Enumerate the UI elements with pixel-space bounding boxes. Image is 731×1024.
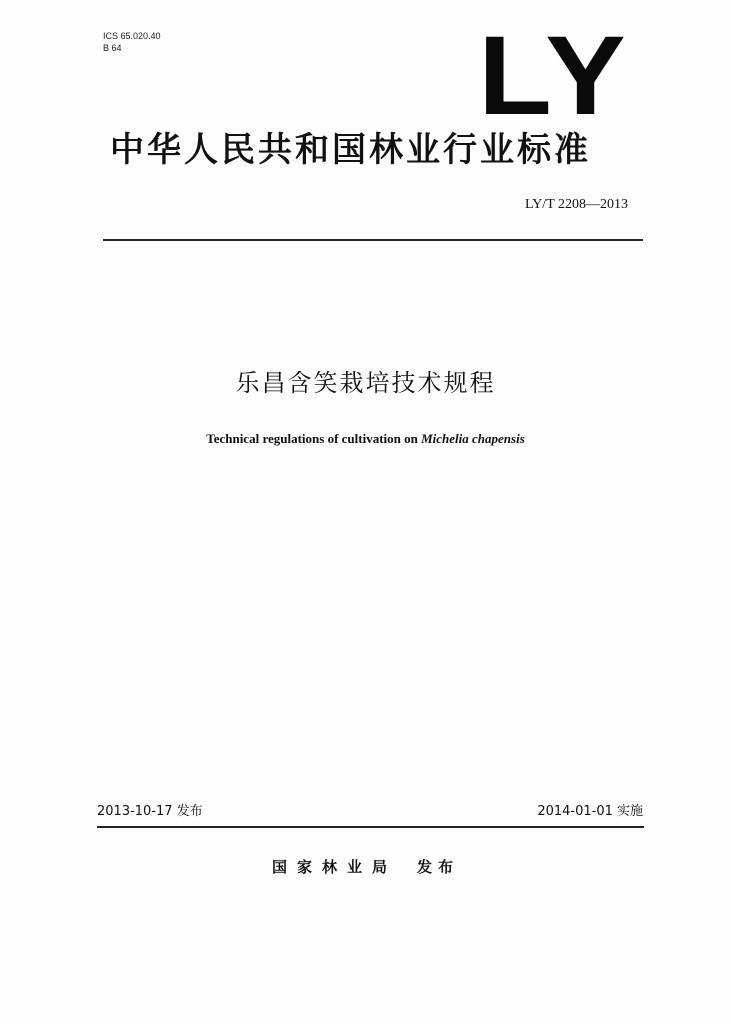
document-title-cn: 乐昌含笑栽培技术规程 [235,369,496,397]
issuer-line [0,856,731,878]
implementation-date: 2014-01-01 实施 [537,804,643,819]
title-en-prefix: Technical regulations of cultivation on [206,431,422,446]
standard-code: LY/T 2208—2013 [525,197,628,212]
top-divider [103,239,643,241]
species-name: Michelia chapensis [421,431,525,446]
issue-verb: 发布 [417,858,460,876]
ics-code: ICS 65.020.40 [103,31,161,41]
document-title-en [0,430,731,448]
standard-logo: LY [478,13,631,138]
bottom-divider [97,826,644,828]
issuing-organization: 国家林业局 [271,858,397,876]
release-date: 2013-10-17 发布 [97,804,203,819]
classification-codes [103,30,161,54]
standard-type-title: 中华人民共和国林业行业标准 [110,130,591,170]
ccs-code: B 64 [103,43,122,53]
